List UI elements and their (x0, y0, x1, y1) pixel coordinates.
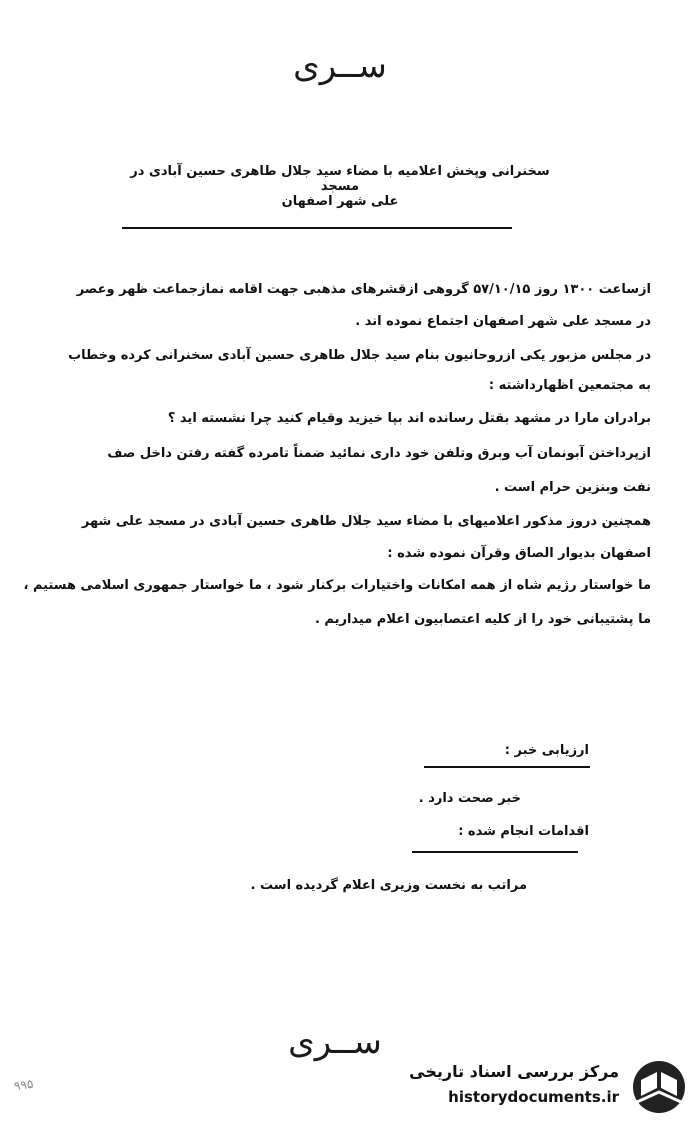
body-line: در مجلس مزبور یکی ازروحانیون بنام سید جلال طاهری حسین آبادی سخنرانی کرده وخطاب (68, 348, 651, 363)
document-heading-line-1: سخنرانی وپخش اعلامیه با مضاء سید جلال طاهری حسین آبادی در مسجد (130, 164, 550, 194)
actions-underline (412, 851, 578, 853)
body-line: در مسجد علی شهر اصفهان اجتماع نموده اند . (355, 314, 651, 329)
body-line: ازساعت ۱۳۰۰ روز ۵۷/۱۰/۱۵ گروهی ازقشرهای مذهبی جهت اقامه نمازجماعت ظهر وعصر (76, 282, 651, 297)
evaluation-value: خبر صحت دارد . (418, 791, 521, 806)
body-line: همچنین دروز مذکور اعلامیهای با مضاء سید جلال طاهری حسین آبادی در مسجد علی شهر (81, 514, 651, 529)
archive-watermark (409, 1058, 689, 1118)
classification-stamp-bottom: ســرى (288, 1022, 382, 1062)
body-line: ما خواستار رژیم شاه از همه امکانات واختیارات برکنار شود ، ما خواستار جمهوری اسلامی هستیم ، (23, 578, 651, 593)
body-line: نفت وبنزین حرام است . (494, 480, 651, 495)
evaluation-underline (424, 766, 590, 768)
book-logo-icon (627, 1058, 689, 1116)
body-line: اصفهان بدیوار الصاق وقرآن نموده شده : (387, 546, 651, 561)
margin-page-note: ۹۹۵ (13, 1076, 35, 1094)
classification-stamp-top: ســرى (293, 46, 387, 86)
actions-label: اقدامات انجام شده : (458, 824, 589, 839)
heading-underline (122, 227, 512, 229)
watermark-site: historydocuments.ir (448, 1088, 619, 1106)
evaluation-label: ارزیابی خبر : (504, 743, 589, 758)
actions-value: مراتب به نخست وزیری اعلام گردیده است . (250, 878, 527, 893)
body-line: به مجتمعین اظهارداشته : (488, 378, 651, 393)
document-heading-line-2: علی شهر اصفهان (281, 194, 399, 209)
body-line: ما پشتیبانی خود را از کلیه اعتصابیون اعلام میداریم . (314, 612, 651, 627)
body-line: ازپرداختن آبونمان آب وبرق وتلفن خود داری نمائید ضمناً تامرده گفته رفتن داخل صف (107, 446, 651, 461)
watermark-title: مرکز بررسی اسناد تاریخی (409, 1062, 619, 1081)
body-line: برادران مارا در مشهد بقتل رسانده اند بپا خیزید وقیام کنید چرا نشسته اید ؟ (167, 411, 651, 426)
